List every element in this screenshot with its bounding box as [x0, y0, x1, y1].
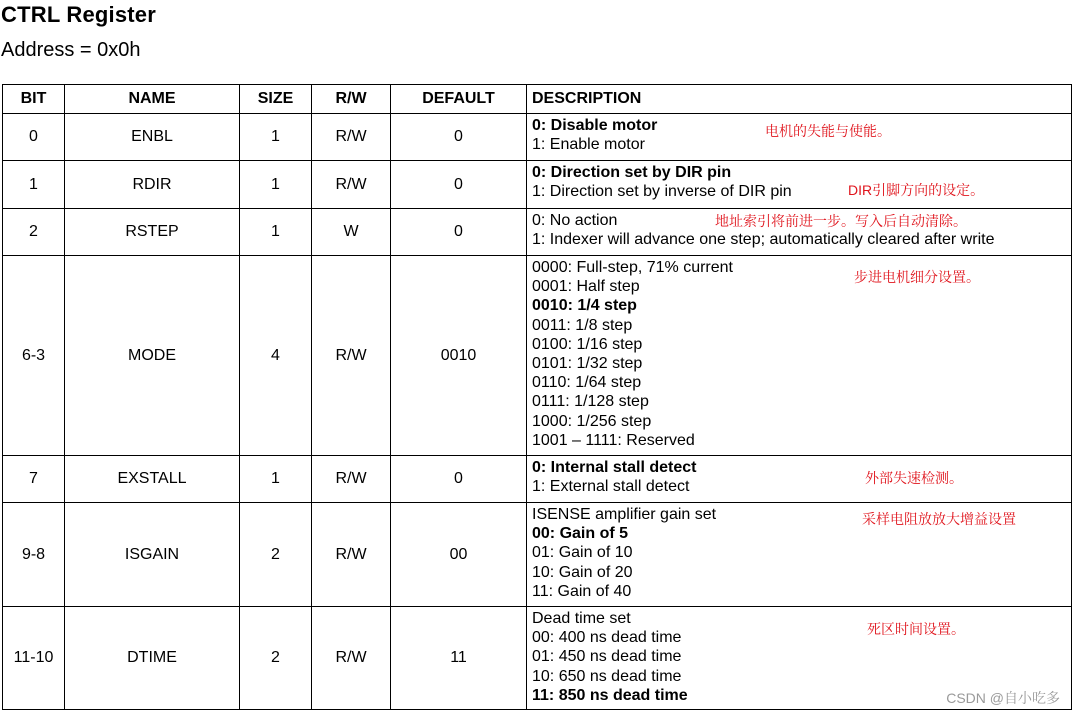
cell-bit: 1: [3, 161, 65, 209]
description-line: 01: 450 ns dead time: [532, 648, 682, 666]
annotation-note: 电机的失能与使能。: [765, 123, 891, 139]
cell-rw: R/W: [312, 256, 391, 456]
description-line: 00: 400 ns dead time: [532, 629, 682, 647]
description-line: 0: Internal stall detect: [532, 459, 697, 476]
cell-rw: R/W: [312, 456, 391, 503]
cell-rw: R/W: [312, 114, 391, 161]
cell-name: MODE: [65, 256, 240, 456]
cell-size: 2: [240, 607, 312, 710]
description-line: 10: 650 ns dead time: [532, 667, 682, 685]
register-address: Address = 0x0h: [1, 39, 141, 61]
cell-name: DTIME: [65, 607, 240, 710]
cell-description: [527, 456, 1072, 503]
cell-bit: 2: [3, 209, 65, 256]
cell-default: 0: [391, 114, 527, 161]
cell-description: [527, 256, 1072, 456]
annotation-note: 步进电机细分设置。: [854, 269, 980, 285]
cell-name: RDIR: [65, 161, 240, 209]
description-line: 01: Gain of 10: [532, 544, 633, 562]
description-line: 11: 850 ns dead time: [532, 686, 688, 704]
cell-bit: 0: [3, 114, 65, 161]
description-line: 0100: 1/16 step: [532, 335, 643, 353]
cell-size: 4: [240, 256, 312, 456]
cell-rw: W: [312, 209, 391, 256]
description-line: 0111: 1/128 step: [532, 393, 649, 411]
watermark: CSDN @自小吃多: [946, 690, 1060, 706]
description-line: 0001: Half step: [532, 278, 640, 296]
cell-name: RSTEP: [65, 209, 240, 256]
table-row: [3, 607, 1072, 710]
cell-name: ISGAIN: [65, 503, 240, 607]
annotation-note: 地址索引将前进一步。写入后自动清除。: [715, 213, 967, 229]
description-line: 0: Disable motor: [532, 117, 658, 134]
annotation-note: DIR引脚方向的设定。: [848, 182, 985, 198]
annotation-note: 死区时间设置。: [867, 621, 965, 637]
cell-size: 1: [240, 209, 312, 256]
description-line: 0: Direction set by DIR pin: [532, 164, 732, 181]
cell-rw: R/W: [312, 607, 391, 710]
cell-size: 1: [240, 161, 312, 209]
description-line: 0101: 1/32 step: [532, 355, 643, 373]
description-line: 1001 – 1111: Reserved: [532, 431, 695, 449]
cell-bit: 7: [3, 456, 65, 503]
description-line: 10: Gain of 20: [532, 563, 633, 581]
cell-size: 1: [240, 114, 312, 161]
description-line: 1: Indexer will advance one step; automatically cleared after write: [532, 231, 995, 249]
cell-description: [527, 114, 1072, 161]
cell-bit: 6-3: [3, 256, 65, 456]
cell-bit: 11-10: [3, 607, 65, 710]
column-header-rw: R/W: [312, 85, 391, 114]
description-line: 00: Gain of 5: [532, 525, 629, 543]
column-header-name: NAME: [65, 85, 240, 114]
cell-default: 0010: [391, 256, 527, 456]
annotation-note: 采样电阻放放大增益设置: [862, 511, 1016, 527]
column-header-size: SIZE: [240, 85, 312, 114]
column-header-bit: BIT: [3, 85, 65, 114]
table-row: [3, 503, 1072, 607]
cell-rw: R/W: [312, 503, 391, 607]
cell-rw: R/W: [312, 161, 391, 209]
annotation-note: 外部失速检测。: [865, 470, 963, 486]
description-line: ISENSE amplifier gain set: [532, 506, 717, 523]
table-row: [3, 256, 1072, 456]
register-table: [2, 84, 1072, 710]
description-line: 1000: 1/256 step: [532, 412, 652, 430]
description-line: 1: Enable motor: [532, 136, 645, 154]
cell-default: 11: [391, 607, 527, 710]
table-row: [3, 209, 1072, 256]
column-header-default: DEFAULT: [391, 85, 527, 114]
cell-default: 00: [391, 503, 527, 607]
page-title: CTRL Register: [1, 2, 156, 27]
cell-name: ENBL: [65, 114, 240, 161]
description-line: 0000: Full-step, 71% current: [532, 259, 733, 276]
cell-default: 0: [391, 161, 527, 209]
description-line: 0110: 1/64 step: [532, 374, 642, 392]
description-line: 0010: 1/4 step: [532, 297, 637, 315]
description-line: 0: No action: [532, 212, 618, 229]
cell-name: EXSTALL: [65, 456, 240, 503]
description-line: 1: External stall detect: [532, 478, 690, 496]
cell-size: 2: [240, 503, 312, 607]
cell-default: 0: [391, 456, 527, 503]
table-header-row: [3, 85, 1072, 114]
description-line: 1: Direction set by inverse of DIR pin: [532, 183, 792, 201]
table-row: [3, 161, 1072, 209]
cell-description: [527, 503, 1072, 607]
description-line: 0011: 1/8 step: [532, 316, 633, 334]
table-row: [3, 456, 1072, 503]
cell-description: [527, 161, 1072, 209]
description-line: Dead time set: [532, 610, 631, 627]
description-line: 11: Gain of 40: [532, 582, 632, 600]
table-row: [3, 114, 1072, 161]
cell-size: 1: [240, 456, 312, 503]
cell-default: 0: [391, 209, 527, 256]
cell-description: [527, 209, 1072, 256]
column-header-description: DESCRIPTION: [527, 85, 1072, 114]
cell-bit: 9-8: [3, 503, 65, 607]
